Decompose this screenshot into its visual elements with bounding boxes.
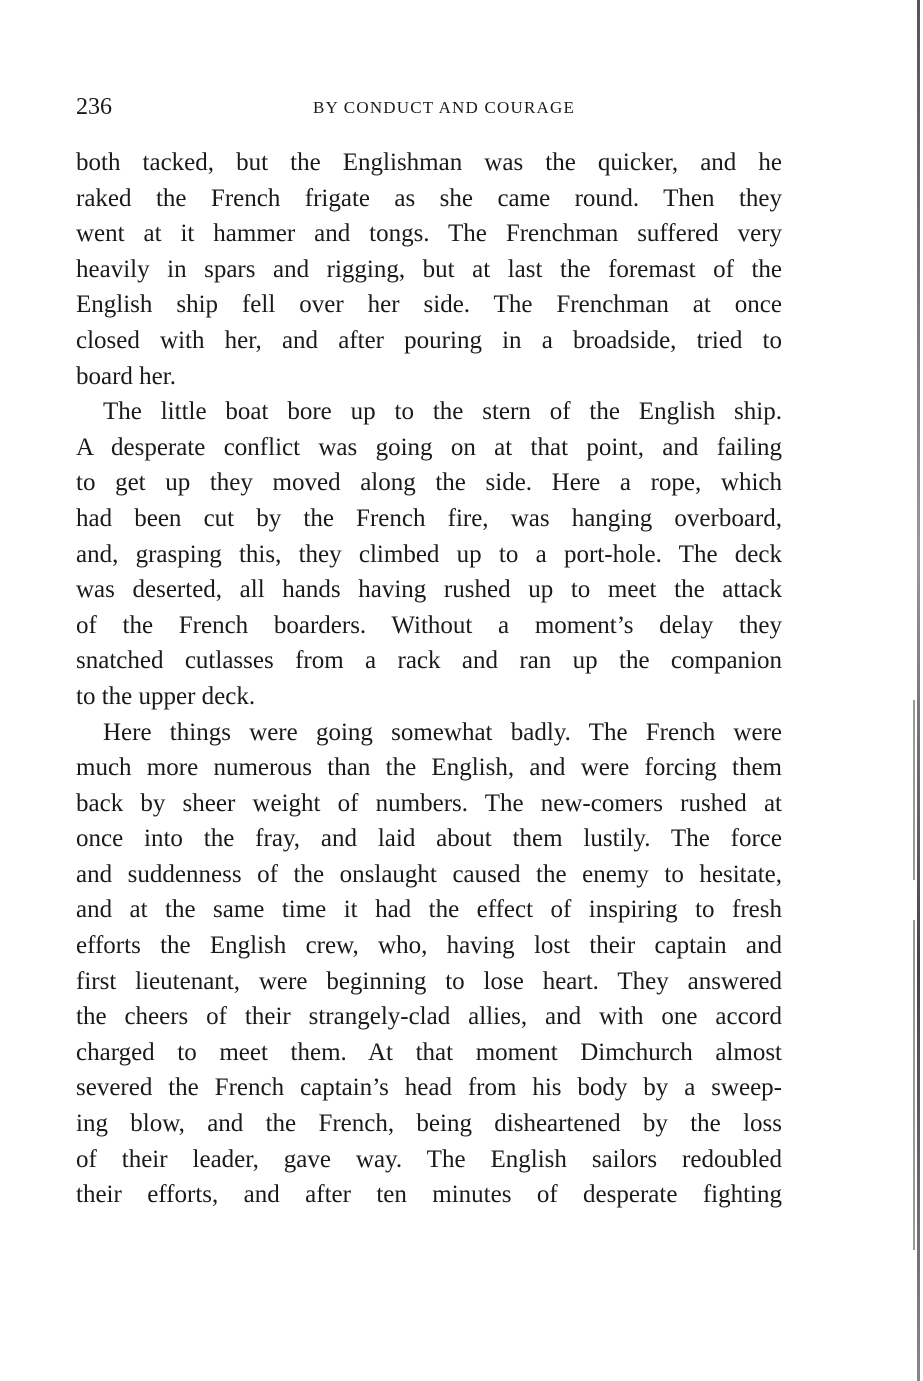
text-line: closed with her, and after pouring in a broadside, tried to — [76, 326, 782, 354]
paragraph — [76, 715, 782, 1213]
text-line: of their leader, gave way. The English sailors redoubled — [76, 1145, 782, 1173]
page-header — [76, 94, 782, 126]
text-line: once into the fray, and laid about them lustily. The force — [76, 825, 782, 853]
text-line: and suddenness of the onslaught caused the enemy to hesitate, — [76, 860, 782, 888]
text-line: board her. — [76, 362, 176, 390]
scan-edge — [917, 0, 920, 1381]
text-line: and, grasping this, they climbed up to a port-hole. The deck — [76, 540, 782, 568]
text-line: efforts the English crew, who, having lost their captain and — [76, 932, 782, 960]
text-line: their efforts, and after ten minutes of desperate fighting — [76, 1181, 782, 1209]
text-line: and at the same time it had the effect of inspiring to fresh — [76, 896, 782, 924]
text-line: snatched cutlasses from a rack and ran up the companion — [76, 647, 782, 675]
running-title: BY CONDUCT AND COURAGE — [312, 98, 576, 117]
text-line: both tacked, but the Englishman was the quicker, and he — [76, 149, 782, 176]
text-line: the cheers of their strangely-clad allies, and with one accord — [76, 1003, 782, 1031]
text-line: raked the French frigate as she came round. Then they — [76, 184, 782, 212]
scan-artifact — [913, 700, 915, 880]
text-line: English ship fell over her side. The Frenchman at once — [76, 291, 782, 319]
text-line: ing blow, and the French, being disheartened by the loss — [76, 1110, 782, 1138]
text-line: to get up they moved along the side. Here a rope, which — [76, 469, 782, 497]
paragraph — [76, 145, 782, 394]
text-line: was deserted, all hands having rushed up to meet the attack — [76, 576, 782, 604]
text-line: first lieutenant, were beginning to lose heart. They answered — [76, 967, 782, 995]
paragraph — [76, 394, 782, 714]
body-text — [76, 145, 782, 1213]
scan-artifact — [913, 920, 915, 1250]
text-line: went at it hammer and tongs. The Frenchman suffered very — [76, 220, 782, 248]
text-line: had been cut by the French fire, was hanging overboard, — [76, 504, 782, 532]
text-line: of the French boarders. Without a moment’s delay they — [76, 611, 782, 639]
text-line: severed the French captain’s head from his body by a sweep- — [76, 1074, 782, 1102]
text-line: charged to meet them. At that moment Dimchurch almost — [76, 1038, 782, 1066]
text-line: much more numerous than the English, and were forcing them — [76, 754, 782, 782]
page-number: 236 — [76, 94, 112, 120]
text-line: heavily in spars and rigging, but at last the foremast of the — [76, 255, 782, 283]
text-line: The little boat bore up to the stern of the English ship. — [103, 398, 782, 426]
text-line: back by sheer weight of numbers. The new-comers rushed at — [76, 789, 782, 817]
text-line: to the upper deck. — [76, 682, 256, 710]
text-line: Here things were going somewhat badly. The French were — [103, 718, 782, 746]
text-line: A desperate conflict was going on at that point, and failing — [76, 433, 782, 461]
